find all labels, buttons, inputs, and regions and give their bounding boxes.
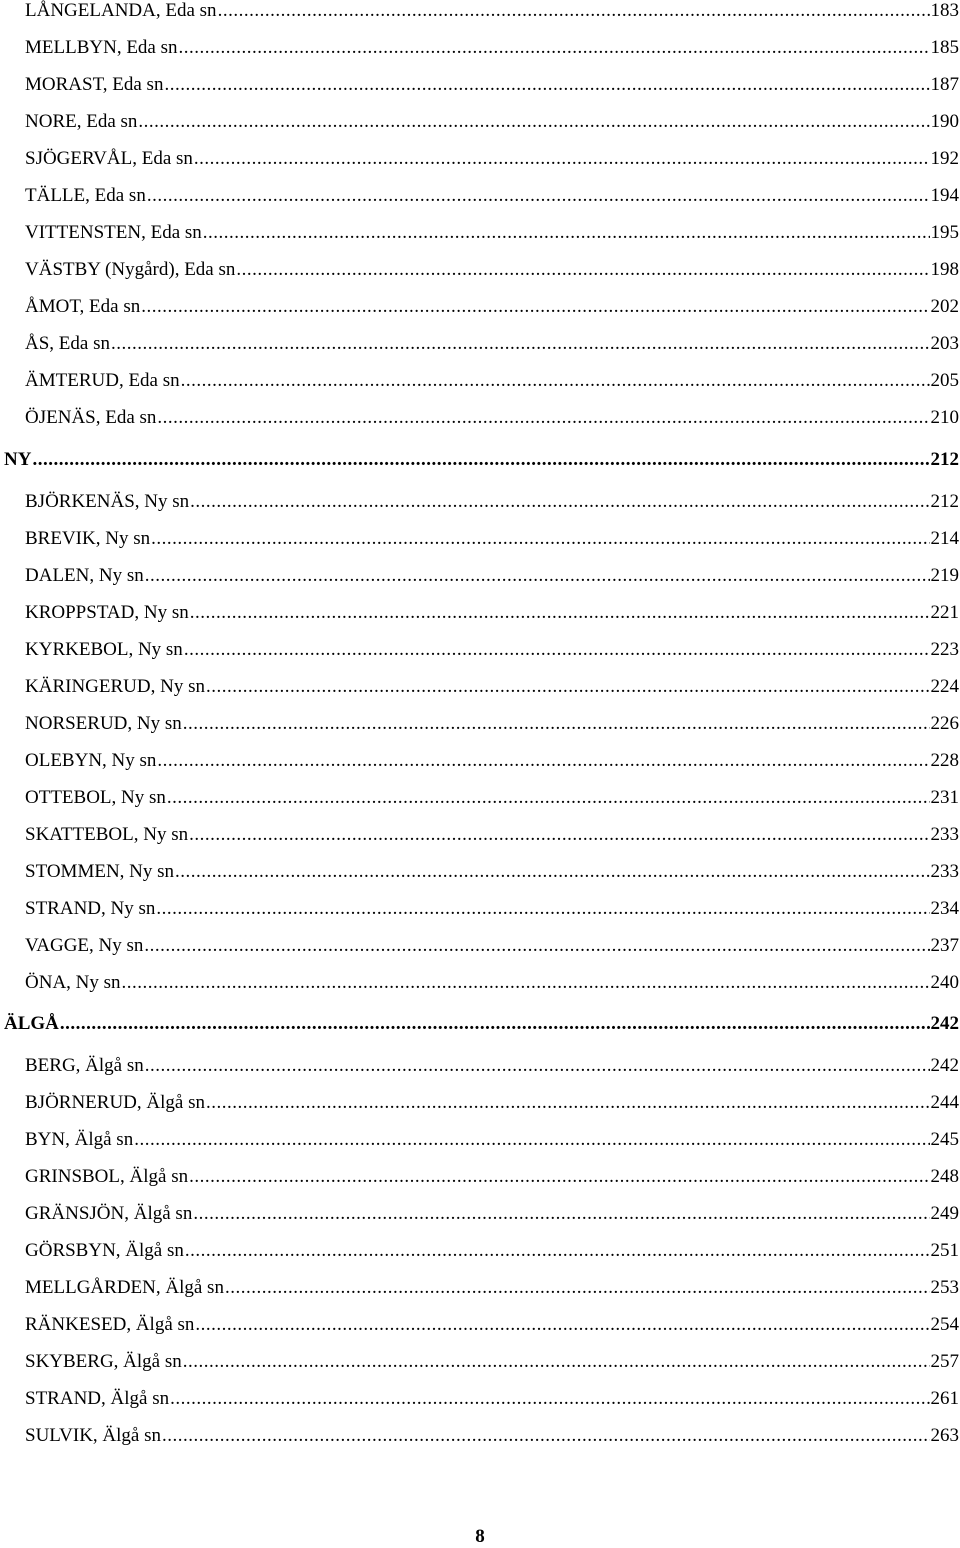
toc-entry-label: BJÖRKENÄS, Ny sn xyxy=(25,491,190,512)
toc-entry-label: DALEN, Ny sn xyxy=(25,565,144,586)
dot-leader xyxy=(32,449,929,471)
toc-entry-label: GÖRSBYN, Älgå sn xyxy=(25,1240,184,1261)
toc-entry-label: MELLBYN, Eda sn xyxy=(25,37,178,58)
toc-entry-page: 192 xyxy=(930,148,959,169)
toc-entry-label: SKYBERG, Älgå sn xyxy=(25,1351,182,1372)
toc-entry xyxy=(25,602,959,632)
toc-entry xyxy=(25,1129,959,1159)
toc-entry-page: 212 xyxy=(930,491,959,512)
toc-entry xyxy=(25,676,959,706)
toc-entry-page: 248 xyxy=(930,1166,959,1187)
toc-entry-page: 198 xyxy=(930,259,959,280)
toc-entry xyxy=(25,491,959,521)
toc-entry xyxy=(25,1351,959,1381)
toc-entry-page: 253 xyxy=(930,1277,959,1298)
toc-entry-label: TÄLLE, Eda sn xyxy=(25,185,146,206)
toc-entry-page: 202 xyxy=(930,296,959,317)
toc-entry-page: 219 xyxy=(930,565,959,586)
toc-entry xyxy=(25,898,959,928)
toc-entry-label: GRÄNSJÖN, Älgå sn xyxy=(25,1203,193,1224)
toc-entry-label: BYN, Älgå sn xyxy=(25,1129,134,1150)
toc-entry-label: BREVIK, Ny sn xyxy=(25,528,151,549)
dot-leader xyxy=(206,1092,930,1114)
toc-entry-page: 254 xyxy=(930,1314,959,1335)
toc-entry-page: 187 xyxy=(930,74,959,95)
toc-entry-page: 234 xyxy=(930,898,959,919)
toc-entry-label: KÄRINGERUD, Ny sn xyxy=(25,676,205,697)
toc-entry xyxy=(25,1055,959,1085)
toc-entry-page: 228 xyxy=(930,750,959,771)
toc-entry xyxy=(25,407,959,437)
toc-entry-page: 251 xyxy=(930,1240,959,1261)
dot-leader xyxy=(193,1203,929,1225)
toc-entry-page: 210 xyxy=(930,407,959,428)
toc-entry xyxy=(25,750,959,780)
toc-entry xyxy=(25,787,959,817)
toc-entry-page: 231 xyxy=(930,787,959,808)
toc-entry-label: MORAST, Eda sn xyxy=(25,74,164,95)
toc-entry xyxy=(25,565,959,595)
dot-leader xyxy=(190,491,929,513)
toc-entry-label: LÅNGELANDA, Eda sn xyxy=(25,0,217,21)
toc-entry xyxy=(25,1203,959,1233)
dot-leader xyxy=(167,787,930,809)
toc-entry-page: 240 xyxy=(930,972,959,993)
toc-section-heading xyxy=(4,449,959,479)
toc-entry-page: 185 xyxy=(930,37,959,58)
dot-leader xyxy=(170,1388,929,1410)
dot-leader xyxy=(181,370,930,392)
toc-entry-page: 183 xyxy=(930,0,959,21)
toc-entry-page: 224 xyxy=(930,676,959,697)
dot-leader xyxy=(206,676,930,698)
dot-leader xyxy=(189,1166,929,1188)
toc-entry-page: 242 xyxy=(930,1013,959,1034)
toc-entry-label: VÄSTBY (Nygård), Eda sn xyxy=(25,259,236,280)
toc-entry-page: 194 xyxy=(930,185,959,206)
toc-entry xyxy=(25,111,959,141)
toc-entry-page: 249 xyxy=(930,1203,959,1224)
toc-entry-page: 221 xyxy=(930,602,959,623)
toc-entry-label: NORSERUD, Ny sn xyxy=(25,713,182,734)
dot-leader xyxy=(225,1277,930,1299)
toc-entry xyxy=(25,0,959,30)
toc-entry-label: NORE, Eda sn xyxy=(25,111,138,132)
dot-leader xyxy=(147,185,930,207)
dot-leader xyxy=(145,565,930,587)
toc-entry-label: ÅMOT, Eda sn xyxy=(25,296,141,317)
toc-entry-page: 263 xyxy=(930,1425,959,1446)
toc-entry-label: STOMMEN, Ny sn xyxy=(25,861,175,882)
dot-leader xyxy=(183,713,930,735)
dot-leader xyxy=(185,1240,930,1262)
toc-entry xyxy=(25,185,959,215)
toc-entry-page: 245 xyxy=(930,1129,959,1150)
toc-entry-page: 226 xyxy=(930,713,959,734)
dot-leader xyxy=(194,148,930,170)
toc-entry-page: 223 xyxy=(930,639,959,660)
page-number: 8 xyxy=(475,1526,485,1547)
toc-entry-label: NY xyxy=(4,449,32,470)
dot-leader xyxy=(218,0,930,22)
toc-entry xyxy=(25,713,959,743)
dot-leader xyxy=(157,750,929,772)
toc-entry xyxy=(25,37,959,67)
toc-entry-page: 237 xyxy=(930,935,959,956)
dot-leader xyxy=(144,935,929,957)
dot-leader xyxy=(141,296,929,318)
toc-entry-page: 242 xyxy=(930,1055,959,1076)
dot-leader xyxy=(111,333,930,355)
toc-entry xyxy=(25,935,959,965)
toc-entry xyxy=(25,1166,959,1196)
toc-entry xyxy=(25,639,959,669)
dot-leader xyxy=(164,74,929,96)
toc-entry xyxy=(25,1388,959,1418)
dot-leader xyxy=(236,259,929,281)
toc-entry-page: 244 xyxy=(930,1092,959,1113)
dot-leader xyxy=(184,639,930,661)
toc-entry-label: SULVIK, Älgå sn xyxy=(25,1425,161,1446)
toc-entry-label: OTTEBOL, Ny sn xyxy=(25,787,166,808)
toc-entry-label: KROPPSTAD, Ny sn xyxy=(25,602,189,623)
toc-entry-label: VITTENSTEN, Eda sn xyxy=(25,222,202,243)
dot-leader xyxy=(183,1351,930,1373)
toc-entry xyxy=(25,259,959,289)
toc-entry-page: 257 xyxy=(930,1351,959,1372)
dot-leader xyxy=(60,1013,930,1035)
toc-entry-page: 203 xyxy=(930,333,959,354)
dot-leader xyxy=(203,222,930,244)
dot-leader xyxy=(190,602,930,624)
toc-entry-label: MELLGÅRDEN, Älgå sn xyxy=(25,1277,224,1298)
dot-leader xyxy=(189,824,929,846)
toc-entry-label: GRINSBOL, Älgå sn xyxy=(25,1166,189,1187)
toc-entry-label: STRAND, Älgå sn xyxy=(25,1388,170,1409)
toc-entry-label: ÄLGÅ xyxy=(4,1013,59,1034)
dot-leader xyxy=(157,407,929,429)
toc-entry-label: BERG, Älgå sn xyxy=(25,1055,144,1076)
toc-entry xyxy=(25,1277,959,1307)
dot-leader xyxy=(134,1129,929,1151)
toc-entry xyxy=(25,861,959,891)
dot-leader xyxy=(195,1314,929,1336)
toc-entry xyxy=(25,74,959,104)
toc-entry-label: BJÖRNERUD, Älgå sn xyxy=(25,1092,205,1113)
toc-entry xyxy=(25,222,959,252)
toc-entry-label: SJÖGERVÅL, Eda sn xyxy=(25,148,193,169)
toc-entry-page: 195 xyxy=(930,222,959,243)
dot-leader xyxy=(145,1055,930,1077)
dot-leader xyxy=(151,528,929,550)
toc-entry-label: VAGGE, Ny sn xyxy=(25,935,144,956)
toc-section-heading xyxy=(4,1013,959,1043)
toc-entry xyxy=(25,370,959,400)
dot-leader xyxy=(156,898,929,920)
toc-entry-page: 233 xyxy=(930,861,959,882)
toc-entry-label: ÅS, Eda sn xyxy=(25,333,110,354)
toc-entry-page: 205 xyxy=(930,370,959,391)
toc-entry-label: ÄMTERUD, Eda sn xyxy=(25,370,180,391)
toc-entry xyxy=(25,1240,959,1270)
toc-entry-label: STRAND, Ny sn xyxy=(25,898,156,919)
toc-entry xyxy=(25,528,959,558)
dot-leader xyxy=(138,111,929,133)
toc-entry-label: OLEBYN, Ny sn xyxy=(25,750,157,771)
toc-entry-page: 261 xyxy=(930,1388,959,1409)
toc-entry-label: KYRKEBOL, Ny sn xyxy=(25,639,183,660)
dot-leader xyxy=(175,861,929,883)
toc-entry-page: 212 xyxy=(930,449,959,470)
toc-entry xyxy=(25,333,959,363)
toc-entry-label: ÖJENÄS, Eda sn xyxy=(25,407,157,428)
toc-entry xyxy=(25,972,959,1002)
toc-entry xyxy=(25,1314,959,1344)
toc-entry xyxy=(25,1425,959,1455)
toc-entry xyxy=(25,148,959,178)
toc-entry-page: 214 xyxy=(930,528,959,549)
toc-entry xyxy=(25,824,959,854)
toc-entry-label: SKATTEBOL, Ny sn xyxy=(25,824,189,845)
toc-entry xyxy=(25,296,959,326)
dot-leader xyxy=(122,972,930,994)
dot-leader xyxy=(162,1425,930,1447)
toc-entry xyxy=(25,1092,959,1122)
toc-entry-page: 233 xyxy=(930,824,959,845)
toc-entry-label: ÖNA, Ny sn xyxy=(25,972,121,993)
toc-entry-label: RÄNKESED, Älgå sn xyxy=(25,1314,195,1335)
dot-leader xyxy=(179,37,930,59)
toc-entry-page: 190 xyxy=(930,111,959,132)
